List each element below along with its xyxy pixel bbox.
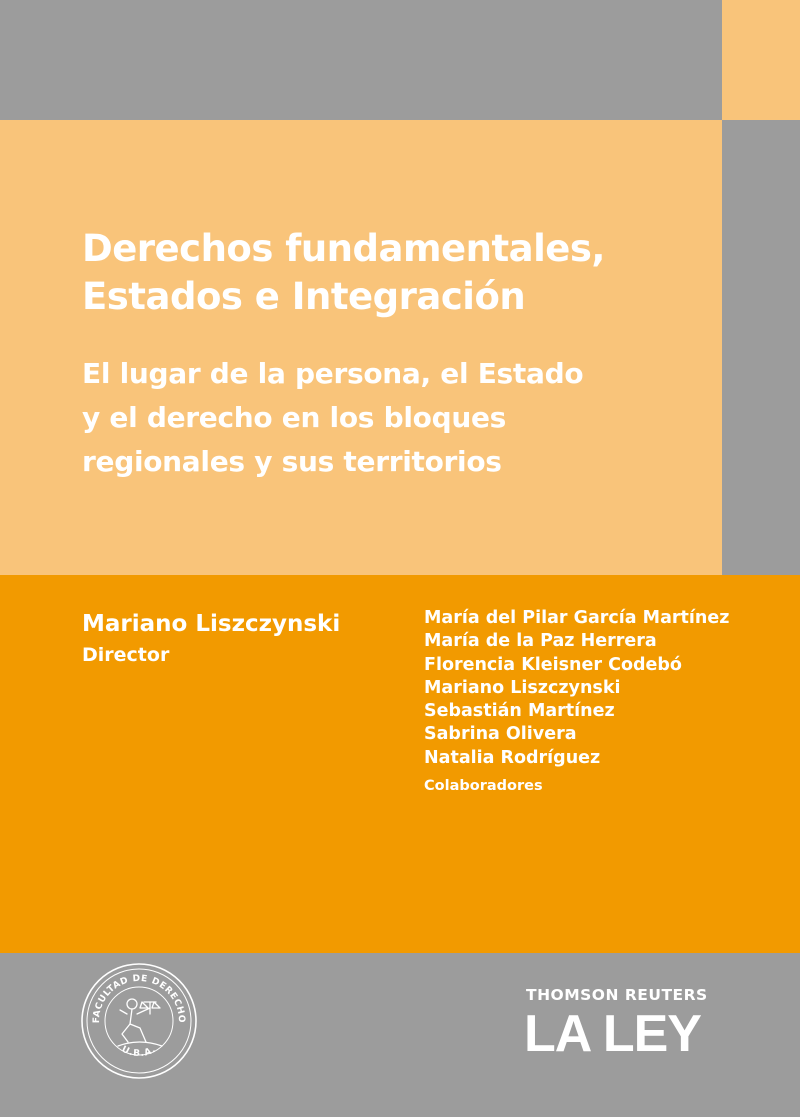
collaborator-name: Sabrina Olivera	[424, 724, 577, 745]
collaborators-list	[424, 607, 729, 770]
collaborator-name: Florencia Kleisner Codebó	[424, 654, 682, 675]
collaborator-name: María de la Paz Herrera	[424, 631, 657, 652]
book-title: Derechos fundamentales, Estados e Integración	[82, 227, 605, 318]
director-role: Director	[82, 644, 170, 666]
title-panel	[0, 120, 722, 575]
book-subtitle: El lugar de la persona, el Estado y el derecho en los bloques regionales y sus territorios	[82, 357, 584, 478]
collaborator-name: Natalia Rodríguez	[424, 747, 601, 768]
collaborator-name: Mariano Liszczynski	[424, 677, 621, 698]
seal-text-bottom: U.B.A.	[119, 1044, 159, 1060]
publisher-name: THOMSON REUTERS	[526, 986, 708, 1004]
top-accent-block	[722, 0, 800, 120]
right-gray-block	[722, 120, 800, 575]
university-seal-icon	[80, 962, 198, 1080]
seal-text-top: FACULTAD DE DERECHO	[91, 973, 187, 1024]
svg-text:U.B.A.	[120, 1045, 158, 1060]
publisher-imprint-logo: LA LEY	[524, 1005, 701, 1063]
collaborator-name: Sebastián Martínez	[424, 701, 615, 722]
collaborators-role: Colaboradores	[424, 778, 543, 794]
top-gray-block	[0, 0, 722, 120]
collaborator-name: María del Pilar García Martínez	[424, 608, 730, 628]
director-name: Mariano Liszczynski	[82, 611, 341, 637]
